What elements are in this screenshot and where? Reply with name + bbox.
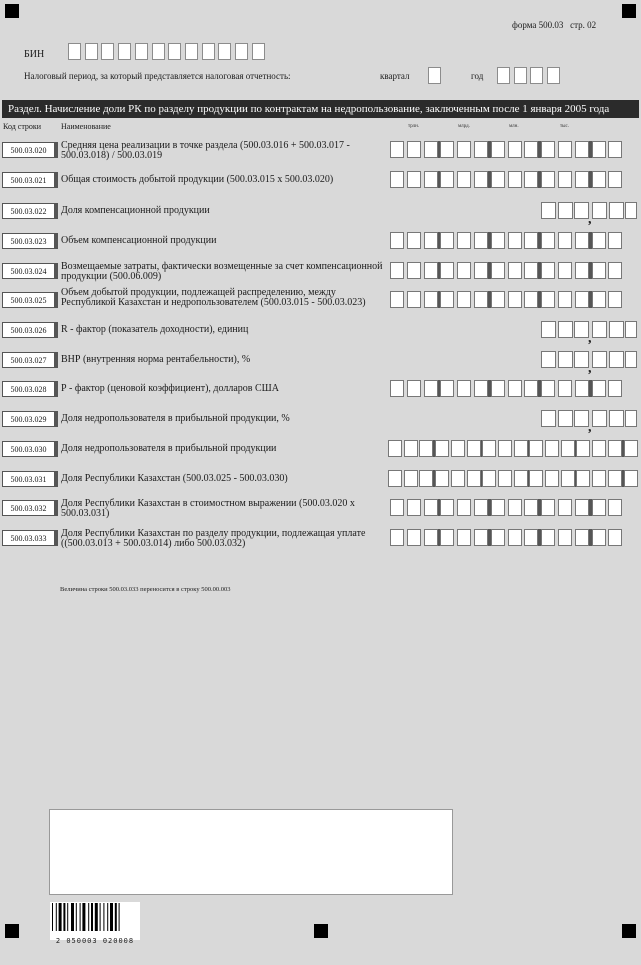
value-digit-cell[interactable] [592, 141, 606, 158]
value-digit-cell[interactable] [474, 380, 488, 397]
quarter-label: квартал [380, 71, 410, 81]
value-digit-cell[interactable] [404, 440, 418, 457]
scale-label-billion: млрд. [458, 124, 470, 129]
value-digit-cell[interactable] [467, 440, 481, 457]
year-digit-cell[interactable] [497, 67, 510, 84]
value-digit-cell[interactable] [390, 499, 404, 516]
value-digit-cell[interactable] [541, 171, 555, 188]
value-digit-cell[interactable] [625, 410, 637, 427]
form-reference: форма 500.03 стр. 02 [512, 20, 597, 30]
row-code-marker [55, 263, 58, 279]
row-code-marker [55, 381, 58, 397]
scale-label-million: млн. [509, 124, 519, 129]
barcode-bar [52, 903, 53, 931]
value-digit-cell[interactable] [467, 470, 481, 487]
value-digit-cell[interactable] [474, 141, 488, 158]
value-digit-cell[interactable] [474, 171, 488, 188]
value-digit-cell[interactable] [440, 499, 454, 516]
barcode [50, 902, 140, 945]
row-code: 500.03.024 [2, 263, 55, 279]
barcode-bar [95, 903, 98, 931]
bin-digit-cell[interactable] [185, 43, 198, 60]
bin-digit-cell[interactable] [85, 43, 98, 60]
row-code: 500.03.027 [2, 352, 55, 368]
value-digit-cell[interactable] [558, 232, 572, 249]
value-digit-cell[interactable] [524, 141, 538, 158]
value-digit-cell[interactable] [457, 529, 471, 546]
value-digit-cell[interactable] [424, 380, 438, 397]
value-digit-cell[interactable] [609, 410, 624, 427]
value-digit-cell[interactable] [491, 141, 505, 158]
value-digit-cell[interactable] [575, 291, 589, 308]
value-digit-cell[interactable] [390, 171, 404, 188]
row-code: 500.03.023 [2, 233, 55, 249]
value-digit-cell[interactable] [407, 232, 421, 249]
value-digit-cell[interactable] [592, 380, 606, 397]
value-digit-cell[interactable] [575, 262, 589, 279]
bin-digit-cell[interactable] [68, 43, 81, 60]
row-code-marker [55, 172, 58, 188]
value-digit-cell[interactable] [407, 262, 421, 279]
value-digit-cell[interactable] [576, 440, 590, 457]
value-digit-cell[interactable] [624, 470, 638, 487]
barcode-bar [115, 903, 117, 931]
value-digit-cell[interactable] [508, 380, 522, 397]
corner-mark-top-left [5, 4, 19, 18]
barcode-bar [71, 903, 74, 931]
value-digit-cell[interactable] [508, 529, 522, 546]
row-code-marker [55, 233, 58, 249]
row-name: Объем компенсационной продукции [61, 235, 217, 246]
value-digit-cell[interactable] [575, 529, 589, 546]
value-digit-cell[interactable] [541, 499, 555, 516]
value-digit-cell[interactable] [608, 440, 622, 457]
barcode-bar [63, 903, 65, 931]
value-digit-cell[interactable] [440, 291, 454, 308]
value-digit-cell[interactable] [592, 470, 606, 487]
value-digit-cell[interactable] [440, 141, 454, 158]
decimal-comma: , [588, 212, 592, 227]
value-digit-cell[interactable] [457, 262, 471, 279]
value-digit-cell[interactable] [404, 470, 418, 487]
barcode-bar [107, 903, 108, 931]
value-digit-cell[interactable] [482, 440, 496, 457]
value-digit-cell[interactable] [541, 380, 555, 397]
value-digit-cell[interactable] [575, 141, 589, 158]
value-digit-cell[interactable] [558, 141, 572, 158]
value-digit-cell[interactable] [625, 202, 637, 219]
row-name: Р - фактор (ценовой коэффициент), долларов США [61, 383, 279, 394]
row-name: Доля Республики Казахстан в стоимостном выражении (500.03.020 x 500.03.031) [61, 498, 355, 519]
barcode-bar [56, 903, 57, 931]
value-digit-cell[interactable] [407, 291, 421, 308]
value-digit-cell[interactable] [608, 499, 622, 516]
value-digit-cell[interactable] [609, 202, 624, 219]
value-digit-cell[interactable] [608, 380, 622, 397]
bin-digit-cell[interactable] [235, 43, 248, 60]
value-digit-cell[interactable] [491, 262, 505, 279]
value-digit-cell[interactable] [508, 291, 522, 308]
bin-input-cells[interactable] [68, 43, 268, 61]
value-digit-cell[interactable] [451, 440, 465, 457]
quarter-input-cell[interactable] [428, 67, 441, 84]
value-digit-cell[interactable] [491, 499, 505, 516]
value-digit-cell[interactable] [491, 171, 505, 188]
value-digit-cell[interactable] [482, 470, 496, 487]
value-digit-cell[interactable] [592, 499, 606, 516]
row-code-marker [55, 500, 58, 516]
value-digit-cell[interactable] [592, 291, 606, 308]
value-digit-cell[interactable] [407, 499, 421, 516]
value-digit-cell[interactable] [457, 380, 471, 397]
value-digit-cell[interactable] [592, 171, 606, 188]
row-code-marker [55, 322, 58, 338]
value-digit-cell[interactable] [545, 470, 559, 487]
row-code: 500.03.025 [2, 292, 55, 308]
bin-digit-cell[interactable] [152, 43, 165, 60]
value-digit-cell[interactable] [508, 171, 522, 188]
value-digit-cell[interactable] [575, 232, 589, 249]
row-code: 500.03.033 [2, 530, 55, 546]
value-digit-cell[interactable] [424, 171, 438, 188]
value-digit-cell[interactable] [435, 470, 449, 487]
value-digit-cell[interactable] [608, 291, 622, 308]
value-digit-cell[interactable] [424, 529, 438, 546]
value-digit-cell[interactable] [474, 232, 488, 249]
value-digit-cell[interactable] [390, 262, 404, 279]
corner-mark-bottom-left [5, 924, 19, 938]
value-digit-cell[interactable] [474, 499, 488, 516]
value-digit-cell[interactable] [491, 291, 505, 308]
value-digit-cell[interactable] [558, 380, 572, 397]
row-code: 500.03.029 [2, 411, 55, 427]
bin-digit-cell[interactable] [218, 43, 231, 60]
bin-digit-cell[interactable] [252, 43, 265, 60]
value-digit-cell[interactable] [541, 202, 556, 219]
value-digit-cell[interactable] [592, 232, 606, 249]
value-digit-cell[interactable] [541, 351, 556, 368]
value-digit-cell[interactable] [451, 470, 465, 487]
value-digit-cell[interactable] [541, 232, 555, 249]
value-digit-cell[interactable] [576, 470, 590, 487]
value-digit-cell[interactable] [558, 410, 573, 427]
value-digit-cell[interactable] [592, 410, 607, 427]
barcode-bar [100, 903, 101, 931]
value-digit-cell[interactable] [388, 440, 402, 457]
barcode-bar [110, 903, 113, 931]
value-digit-cell[interactable] [592, 262, 606, 279]
row-code-marker [55, 530, 58, 546]
value-digit-cell[interactable] [592, 202, 607, 219]
value-digit-cell[interactable] [474, 529, 488, 546]
value-digit-cell[interactable] [491, 232, 505, 249]
barcode-bar [88, 903, 89, 931]
value-digit-cell[interactable] [440, 171, 454, 188]
row-code: 500.03.031 [2, 471, 55, 487]
value-digit-cell[interactable] [524, 171, 538, 188]
row-name: Доля недропользователя в прибыльной продукции [61, 443, 277, 454]
value-digit-cell[interactable] [508, 499, 522, 516]
value-digit-cell[interactable] [558, 499, 572, 516]
value-digit-cell[interactable] [390, 291, 404, 308]
value-digit-cell[interactable] [541, 529, 555, 546]
row-code-marker [55, 411, 58, 427]
value-digit-cell[interactable] [457, 291, 471, 308]
value-digit-cell[interactable] [514, 470, 528, 487]
value-digit-cell[interactable] [491, 380, 505, 397]
corner-mark-bottom-mid [314, 924, 328, 938]
value-digit-cell[interactable] [558, 321, 573, 338]
value-digit-cell[interactable] [608, 262, 622, 279]
value-digit-cell[interactable] [608, 470, 622, 487]
value-digit-cell[interactable] [508, 141, 522, 158]
value-digit-cell[interactable] [592, 321, 607, 338]
value-digit-cell[interactable] [419, 440, 433, 457]
year-digit-cell[interactable] [514, 67, 527, 84]
value-digit-cell[interactable] [558, 529, 572, 546]
value-digit-cell[interactable] [608, 141, 622, 158]
value-digit-cell[interactable] [524, 499, 538, 516]
value-digit-cell[interactable] [558, 202, 573, 219]
value-digit-cell[interactable] [609, 321, 624, 338]
value-digit-cell[interactable] [388, 470, 402, 487]
value-digit-cell[interactable] [440, 529, 454, 546]
footnote: Величина строки 500.03.033 переносится в строку 500.00.003 [60, 586, 231, 593]
row-code: 500.03.022 [2, 203, 55, 219]
bin-digit-cell[interactable] [135, 43, 148, 60]
value-digit-cell[interactable] [491, 529, 505, 546]
value-digit-cell[interactable] [498, 470, 512, 487]
value-digit-cell[interactable] [524, 262, 538, 279]
value-digit-cell[interactable] [524, 380, 538, 397]
row-name: Доля компенсационной продукции [61, 205, 210, 216]
row-code-marker [55, 352, 58, 368]
value-digit-cell[interactable] [541, 262, 555, 279]
decimal-comma: , [588, 420, 592, 435]
row-code: 500.03.021 [2, 172, 55, 188]
value-digit-cell[interactable] [558, 291, 572, 308]
value-digit-cell[interactable] [561, 470, 575, 487]
barcode-bar [103, 903, 104, 931]
value-digit-cell[interactable] [474, 291, 488, 308]
value-digit-cell[interactable] [424, 232, 438, 249]
value-digit-cell[interactable] [424, 262, 438, 279]
year-input-cells[interactable] [497, 67, 567, 85]
year-digit-cell[interactable] [547, 67, 560, 84]
corner-mark-bottom-right [622, 924, 636, 938]
barcode-bar [67, 903, 68, 931]
value-digit-cell[interactable] [424, 499, 438, 516]
scale-label-thousand: тыс. [560, 124, 570, 129]
value-digit-cell[interactable] [524, 291, 538, 308]
decimal-comma: , [588, 331, 592, 346]
value-digit-cell[interactable] [440, 380, 454, 397]
corner-mark-top-right [622, 4, 636, 18]
value-digit-cell[interactable] [457, 141, 471, 158]
value-digit-cell[interactable] [592, 351, 607, 368]
value-digit-cell[interactable] [558, 262, 572, 279]
value-digit-cell[interactable] [508, 232, 522, 249]
row-code: 500.03.026 [2, 322, 55, 338]
row-name: Доля Республики Казахстан (500.03.025 - 500.03.030) [61, 473, 288, 484]
value-digit-cell[interactable] [541, 291, 555, 308]
year-digit-cell[interactable] [530, 67, 543, 84]
value-digit-cell[interactable] [407, 380, 421, 397]
row-code-marker [55, 142, 58, 158]
value-digit-cell[interactable] [625, 321, 637, 338]
value-digit-cell[interactable] [457, 499, 471, 516]
value-digit-cell[interactable] [592, 440, 606, 457]
barcode-number: 2 050003 020008 [55, 937, 135, 945]
row-code: 500.03.020 [2, 142, 55, 158]
value-digit-cell[interactable] [592, 529, 606, 546]
value-digit-cell[interactable] [608, 171, 622, 188]
value-digit-cell[interactable] [624, 440, 638, 457]
value-digit-cell[interactable] [440, 262, 454, 279]
barcode-bar [76, 903, 77, 931]
value-digit-cell[interactable] [574, 351, 589, 368]
value-digit-cell[interactable] [609, 351, 624, 368]
value-digit-cell[interactable] [541, 321, 556, 338]
row-name: Возмещаемые затраты, фактически возмещенные за счет компенсационной продукции (500.06.009) [61, 261, 383, 282]
tax-period-label: Налоговый период, за который представляется налоговая отчетность: [24, 71, 291, 81]
value-digit-cell[interactable] [390, 232, 404, 249]
row-name: Доля Республики Казахстан по разделу продукции, подлежащая уплате ((500.03.013 + 500.03.014) либо 500.03.032) [61, 528, 366, 549]
decimal-comma: , [588, 361, 592, 376]
row-code-marker [55, 441, 58, 457]
row-name: Доля недропользователя в прибыльной продукции, % [61, 413, 290, 424]
value-digit-cell[interactable] [407, 141, 421, 158]
value-digit-cell[interactable] [407, 171, 421, 188]
bin-digit-cell[interactable] [202, 43, 215, 60]
value-digit-cell[interactable] [508, 262, 522, 279]
row-code: 500.03.028 [2, 381, 55, 397]
value-digit-cell[interactable] [574, 321, 589, 338]
value-digit-cell[interactable] [524, 232, 538, 249]
row-name: Средняя цена реализации в точке раздела (500.03.016 + 500.03.017 - 500.03.018) / 500.03.019 [61, 140, 350, 161]
value-digit-cell[interactable] [575, 499, 589, 516]
column-header-name: Наименование [61, 122, 111, 131]
row-code-marker [55, 471, 58, 487]
barcode-bar [80, 903, 81, 931]
bin-label: БИН [24, 49, 45, 60]
scale-label-trillion: трлн. [408, 124, 420, 129]
value-digit-cell[interactable] [390, 529, 404, 546]
barcode-icon [50, 902, 140, 932]
value-digit-cell[interactable] [561, 440, 575, 457]
value-digit-cell[interactable] [541, 141, 555, 158]
value-digit-cell[interactable] [514, 440, 528, 457]
value-digit-cell[interactable] [440, 232, 454, 249]
value-digit-cell[interactable] [574, 202, 589, 219]
value-digit-cell[interactable] [419, 470, 433, 487]
notes-box[interactable] [49, 809, 453, 895]
barcode-bar [59, 903, 62, 931]
year-label: год [471, 71, 484, 81]
row-name: ВНР (внутренняя норма рентабельности), % [61, 354, 251, 365]
barcode-bar [91, 903, 93, 931]
value-digit-cell[interactable] [407, 529, 421, 546]
value-digit-cell[interactable] [498, 440, 512, 457]
value-digit-cell[interactable] [457, 171, 471, 188]
column-header-code: Код строки [3, 122, 42, 131]
value-digit-cell[interactable] [424, 291, 438, 308]
bin-digit-cell[interactable] [118, 43, 131, 60]
value-digit-cell[interactable] [424, 141, 438, 158]
section-title: Раздел. Начисление доли РК по разделу продукции по контрактам на недропользование, заключенным после 1 января 2005 года [2, 100, 639, 118]
value-digit-cell[interactable] [608, 232, 622, 249]
value-digit-cell[interactable] [625, 351, 637, 368]
value-digit-cell[interactable] [574, 410, 589, 427]
bin-digit-cell[interactable] [168, 43, 181, 60]
value-digit-cell[interactable] [545, 440, 559, 457]
row-code-marker [55, 203, 58, 219]
value-digit-cell[interactable] [390, 380, 404, 397]
row-name: R - фактор (показатель доходности), единиц [61, 324, 249, 335]
row-code-marker [55, 292, 58, 308]
value-digit-cell[interactable] [529, 470, 543, 487]
value-digit-cell[interactable] [457, 232, 471, 249]
value-digit-cell[interactable] [435, 440, 449, 457]
barcode-bar [82, 903, 85, 931]
barcode-bar [119, 903, 120, 931]
value-digit-cell[interactable] [529, 440, 543, 457]
value-digit-cell[interactable] [390, 141, 404, 158]
bin-digit-cell[interactable] [101, 43, 114, 60]
value-digit-cell[interactable] [558, 351, 573, 368]
row-name: Общая стоимость добытой продукции (500.03.015 x 500.03.020) [61, 174, 334, 185]
row-code: 500.03.030 [2, 441, 55, 457]
value-digit-cell[interactable] [558, 171, 572, 188]
row-code: 500.03.032 [2, 500, 55, 516]
value-digit-cell[interactable] [575, 171, 589, 188]
value-digit-cell[interactable] [608, 529, 622, 546]
row-name: Объем добытой продукции, подлежащей распределению, между Республикой Казахстан и недропользователем (500.03.015 - 500.03.023) [61, 287, 366, 308]
value-digit-cell[interactable] [541, 410, 556, 427]
value-digit-cell[interactable] [474, 262, 488, 279]
value-digit-cell[interactable] [575, 380, 589, 397]
value-digit-cell[interactable] [524, 529, 538, 546]
